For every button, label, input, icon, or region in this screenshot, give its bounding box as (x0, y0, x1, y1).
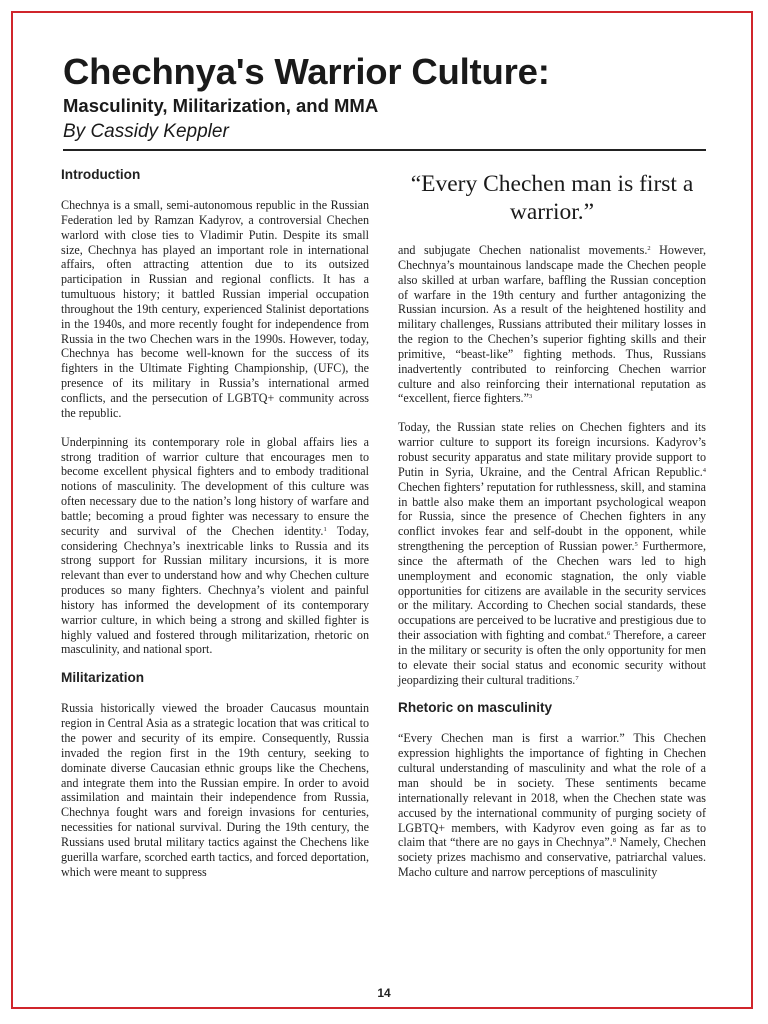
section-heading-introduction: Introduction (61, 167, 141, 182)
body-paragraph: Underpinning its contemporary role in global affairs lies a strong tradition of warrior culture that encourages men to become excellent physical fighters and to embody traditional notions of masculinity. The development of this culture was often necessary due to the nation’s long history of warfare and battle; becoming a proud fighter was necessary to ensure the security and survival of the Chechen identity.$^1$ Today, considering Chechnya’s inextricable links to Russia and its strong support for Russian military incursions, it is more relevant than ever to understand how and why Chechen culture produces so many fighters. Chechnya’s violent and painful history has informed the development of its contemporary warrior culture, in which being a strong and skilled fighter is highly valued and fostered through militarization, rhetoric on masculinity, and national sport. (61, 434, 370, 657)
footnote-marker: 2 (647, 245, 651, 252)
footnote-marker: 4 (702, 466, 706, 474)
footnote-marker: 7 (575, 674, 579, 682)
article-title: Chechnya's Warrior Culture: (63, 51, 550, 92)
footnote-marker: 5 (634, 541, 638, 549)
header-divider (63, 149, 706, 151)
footnote-marker: 3 (528, 393, 533, 401)
article-byline: By Cassidy Keppler (63, 121, 229, 142)
footnote-marker: 6 (607, 630, 611, 638)
page-number: 14 (377, 986, 391, 1000)
body-paragraph: Russia historically viewed the broader Caucasus mountain region in Central Asia as a strategic location that was critical to the power and security of its empire. Consequently, Russia invaded the region first in the 19th century, seeking to dominate diverse Caucasian ethnic groups like the Chechens, and integrate them into the Russian empire. In order to avoid assimilation and maintain their independence from Russia, Chechnya fought wars and foreign invasions for centuries, necessities for national survival. During the 19th century, the Russians used brutal military tactics against the Chechens like guerilla warfare, scorched earth tactics, and forced deportation, which were meant to suppress (61, 701, 369, 879)
section-heading-rhetoric: Rhetoric on masculinity (398, 700, 553, 716)
body-paragraph: and subjugate Chechen nationalist movements.$^2$ However, Chechnya’s mountainous landscape made the Chechen people also skilled at urban warfare, baffling the Russian conception of warfare in the 19th century and further antagonizing the Russian incursion. As a result of the heightened hostility and military challenges, Russians attributed their military losses in the region to the Chechen’s superior fighting skills and their primitive, “beast-like” fighting methods. Thus, Russians inadvertently contributed to reinforcing Chechen warrior culture and also reinforcing their international reputation as “excellent, fierce fighters.”$^3$ (398, 243, 706, 406)
footnote-marker: 1 (323, 525, 327, 533)
body-paragraph: “Every Chechen man is first a warrior.” This Chechen expression highlights the importance of fighting in Chechen cultural understanding of masculinity and what the role of a man should be in society. These sentiments became internationally relevant in 2018, when the Chechen state was accused by the international community of purging society of LGBTQ+ members, with Kadyrov even going as far as to claim that “there are no gays in Chechnya”.$^8$ Namely, Chechen society prizes machismo and conservative, patriarchal values. Macho culture and narrow perceptions of masculinity (398, 731, 706, 880)
right-column (398, 243, 706, 880)
body-paragraph: Chechnya is a small, semi-autonomous republic in the Russian Federation led by Ramzan Kadyrov, a controversial Chechen warlord with close ties to Vladimir Putin. Despite its small size, Chechnya has played an important role in international affairs, often attracting attention due to its outsized participation in Russian and regional conflicts. It has a tumultuous history; it battled Russian imperial occupation throughout the 19th century, experienced Stalinist deportations in the 1940s, and more recently fought for independence from Russia in the two Chechen wars in the 1990s. However, today, Chechnya has become well-known for the success of its fighters in the Ultimate Fighting Championship, (UFC), the presence of its military in Russia’s international armed conflicts, and the persecution of LGBTQ+ community across the republic. (61, 198, 369, 420)
pull-quote: “Every Chechen man is first a warrior.” (410, 171, 694, 225)
body-paragraph: Today, the Russian state relies on Chechen fighters and its warrior culture to support its foreign incursions. Kadyrov’s robust security apparatus and state military provide support to Putin in Syria, Ukraine, and the Central African Republic.$^4$ Chechen fighters’ reputation for ruthlessness, skill, and stamina in battle also make them an important psychological weapon for Russia, since the presence of Chechen fighters in any conflict invokes fear and self-doubt in the opponent, while strengthening the perception of Russian power.$^5$ Furthermore, since the aftermath of the Chechen wars led to high unemployment and economic stagnation, the only viable opportunities for citizens are available in the security services or the military. According to Chechen social standards, these occupations are perceived to be lucrative and prestigious due to their association with fighting and combat.$^6$ Therefore, a career in the military or security is often the only opportunity for men to elevate their social status and economic security without jeopardizing their cultural traditions.$^7$ (398, 420, 707, 687)
footnote-marker: 8 (612, 837, 616, 845)
section-heading-militarization: Militarization (61, 670, 145, 686)
left-column (61, 166, 369, 879)
article-subtitle: Masculinity, Militarization, and MMA (63, 95, 379, 116)
